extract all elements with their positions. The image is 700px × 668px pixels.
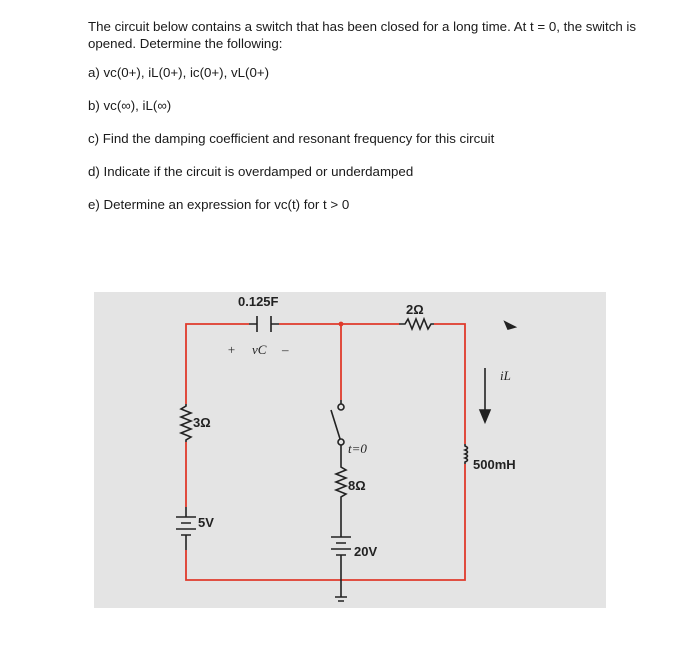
source-mid-label: 20V [354, 544, 378, 559]
part-b: b) vc(∞), iL(∞) [88, 98, 172, 113]
capacitor-label: 0.125F [238, 294, 279, 309]
part-d: d) Indicate if the circuit is overdamped or underdamped [88, 164, 414, 179]
r-left-label: 3Ω [193, 415, 211, 430]
il-label: iL [500, 368, 511, 383]
inductor-label: 500mH [473, 457, 516, 472]
circuit-figure [94, 292, 606, 608]
junction-node [339, 322, 344, 327]
source-left-label: 5V [198, 515, 214, 530]
switch-contact-bottom [338, 439, 344, 445]
part-c: c) Find the damping coefficient and resonant frequency for this circuit [88, 131, 495, 146]
switch-label: t=0 [348, 441, 367, 456]
part-e: e) Determine an expression for vc(t) for t > 0 [88, 197, 350, 212]
problem-intro: The circuit below contains a switch that has been closed for a long time. At t = 0, the switch is opened. Determine the following: [88, 19, 637, 51]
vc-minus-sign: – [282, 342, 289, 357]
vc-label: vC [252, 342, 267, 357]
vc-plus-sign: + [227, 342, 236, 357]
switch-contact-top [338, 404, 344, 410]
part-a: a) vc(0+), iL(0+), ic(0+), vL(0+) [88, 65, 270, 80]
r-mid-label: 8Ω [348, 478, 366, 493]
problem-statement [88, 18, 648, 229]
r-top-label: 2Ω [406, 302, 424, 317]
